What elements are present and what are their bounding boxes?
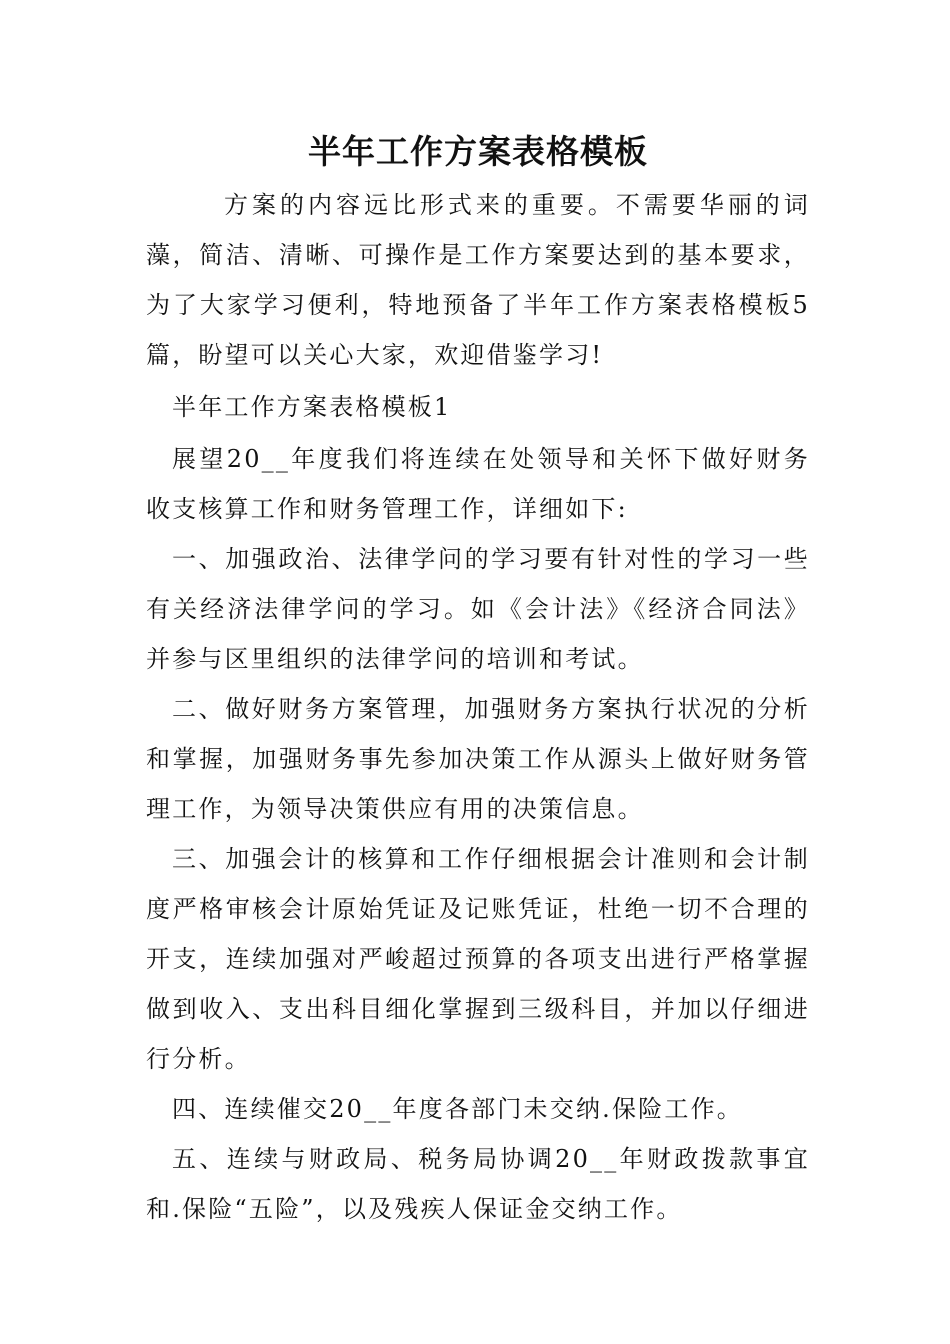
body-paragraph: 三、加强会计的核算和工作仔细根据会计准则和会计制度严格审核会计原始凭证及记账凭证，杜绝一切不合理的开支，连续加强对严峻超过预算的各项支出进行严格掌握做到收入、支出科目细化掌握到三级科目，并加以仔细进行分析。 [146,845,810,1073]
document-title: 半年工作方案表格模板 [308,132,648,171]
body-paragraph: 展望20__年度我们将连续在处领导和关怀下做好财务收支核算工作和财务管理工作，详细如下: [146,445,810,523]
body-paragraph: 一、加强政治、法律学问的学习要有针对性的学习一些有关经济法律学问的学习。如《会计法》《经济合同法》并参与区里组织的法律学问的培训和考试。 [146,545,810,673]
body-paragraph: 四、连续催交20__年度各部门未交纳.保险工作。 [172,1095,743,1123]
intro-paragraph: 方案的内容远比形式来的重要。不需要华丽的词藻，简洁、清晰、可操作是工作方案要达到的基本要求，为了大家学习便利，特地预备了半年工作方案表格模板5篇，盼望可以关心大家，欢迎借鉴学习! [146,191,810,369]
section-heading: 半年工作方案表格模板1 [172,393,452,421]
body-paragraph: 二、做好财务方案管理，加强财务方案执行状况的分析和掌握，加强财务事先参加决策工作从源头上做好财务管理工作，为领导决策供应有用的决策信息。 [146,695,810,823]
body-paragraph: 五、连续与财政局、税务局协调20__年财政拨款事宜和.保险“五险”，以及残疾人保证金交纳工作。 [146,1145,810,1223]
